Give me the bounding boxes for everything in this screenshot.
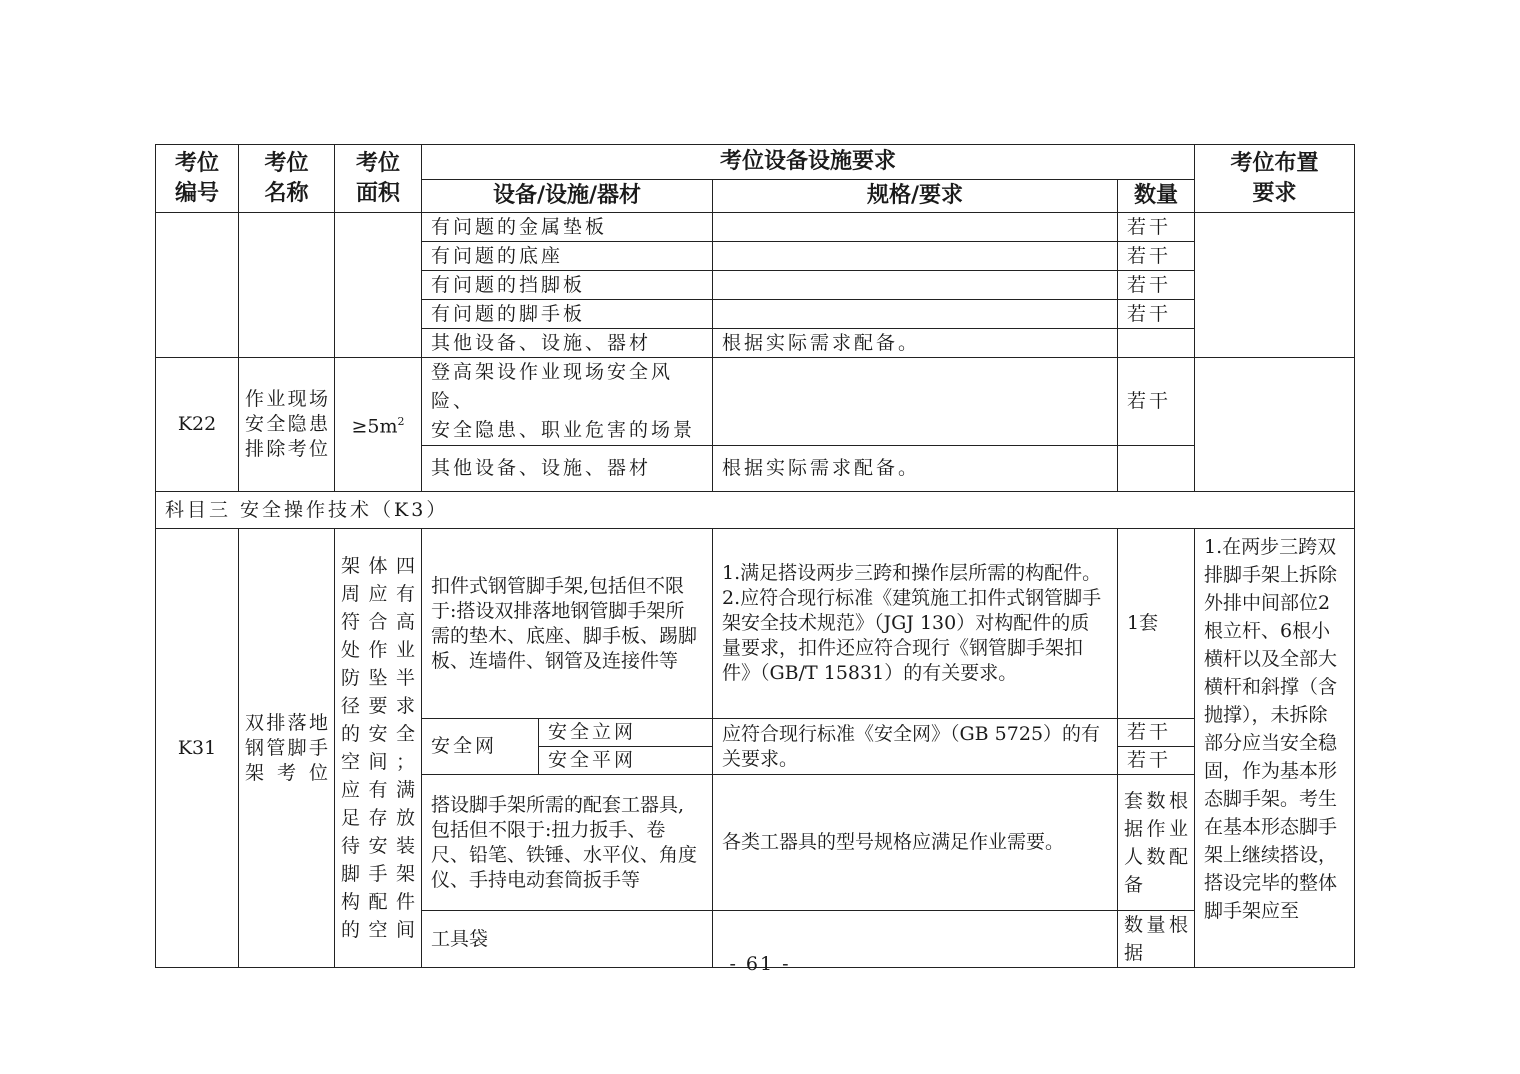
equipment-cell: 搭设脚手架所需的配套工器具,包括但不限于:扭力扳手、卷尺、铅笔、铁锤、水平仪、角度仪、手持电动套筒扳手等 [422, 775, 713, 911]
section-title: 科目三 安全操作技术（K3） [156, 492, 1355, 529]
quantity-cell [1118, 446, 1195, 492]
quantity-cell: 若干 [1118, 271, 1195, 300]
quantity-cell: 套数根据作业人数配备 [1118, 775, 1195, 911]
quantity-cell [1118, 329, 1195, 358]
k31-layout: 1.在两步三跨双排脚手架上拆除外排中间部位2根立杆、6根小横杆以及全部大横杆和斜撑（含抛撑），未拆除部分应当安全稳固，作为基本形态脚手架。考生在基本形态脚手架上继续搭设，搭设完毕的整体脚手架应至 [1195, 529, 1355, 968]
cont-area-cell [335, 213, 422, 358]
k31-id: K31 [156, 529, 239, 968]
k22-id: K22 [156, 358, 239, 492]
spec-cell: 根据实际需求配备。 [713, 446, 1118, 492]
quantity-cell: 若干 [1118, 242, 1195, 271]
spec-cell [713, 300, 1118, 329]
spec-cell [713, 358, 1118, 446]
quantity-cell: 若干 [1118, 358, 1195, 446]
equipment-cell: 工具袋 [422, 911, 713, 968]
k22-area-sup: 2 [397, 415, 405, 429]
header-layout: 考位布置 要求 [1195, 145, 1355, 213]
net-label: 安全网 [422, 719, 539, 775]
spec-cell: 1.满足搭设两步三跨和操作层所需的构配件。 2.应符合现行标准《建筑施工扣件式钢管脚手架安全技术规范》（JGJ 130）对构配件的质量要求，扣件还应符合现行《钢管脚手架扣件》（GB/T 15831）的有关要求。 [713, 529, 1118, 719]
spec-cell: 根据实际需求配备。 [713, 329, 1118, 358]
spec-cell: 应符合现行标准《安全网》（GB 5725）的有关要求。 [713, 719, 1118, 775]
header-equipment: 设备/设施/器材 [422, 180, 713, 213]
header-spec: 规格/要求 [713, 180, 1118, 213]
k31-area: 架体四周应有符合高处作业防坠半径要求的安全空间；应有满足存放待安装脚手架构配件的空间 [335, 529, 422, 968]
equipment-cell: 其他设备、设施、器材 [422, 446, 713, 492]
quantity-cell: 若干 [1118, 300, 1195, 329]
k22-area [335, 358, 422, 492]
header-id: 考位 编号 [156, 145, 239, 213]
spec-cell [713, 242, 1118, 271]
spec-cell: 各类工器具的型号规格应满足作业需要。 [713, 775, 1118, 911]
quantity-cell: 数量根据 [1118, 911, 1195, 968]
quantity-cell: 若干 [1118, 747, 1195, 775]
cont-id-cell [156, 213, 239, 358]
spec-cell [713, 213, 1118, 242]
equipment-cell: 登高架设作业现场安全风险、 安全隐患、职业危害的场景 [422, 358, 713, 446]
equipment-cell: 扣件式钢管脚手架,包括但不限于:搭设双排落地钢管脚手架所需的垫木、底座、脚手板、踢脚板、连墙件、钢管及连接件等 [422, 529, 713, 719]
requirements-table [155, 144, 1355, 968]
net-sub-horizontal: 安全平网 [539, 747, 713, 775]
header-area: 考位 面积 [335, 145, 422, 213]
table-row [156, 213, 1355, 242]
table-row [156, 529, 1355, 719]
cont-layout-cell [1195, 213, 1355, 358]
cont-name-cell [239, 213, 335, 358]
k31-name: 双排落地钢管脚手架考位 [239, 529, 335, 968]
k22-area-value: ≥5m [351, 415, 398, 438]
header-name: 考位 名称 [239, 145, 335, 213]
quantity-cell: 若干 [1118, 213, 1195, 242]
equipment-cell: 有问题的脚手板 [422, 300, 713, 329]
k22-layout [1195, 358, 1355, 492]
k22-name: 作业现场安全隐患排除考位 [239, 358, 335, 492]
header-requirements: 考位设备设施要求 [422, 145, 1195, 180]
quantity-cell: 1套 [1118, 529, 1195, 719]
equipment-cell: 有问题的金属垫板 [422, 213, 713, 242]
page-number: - 61 - [729, 953, 791, 975]
equipment-cell: 其他设备、设施、器材 [422, 329, 713, 358]
equipment-cell: 有问题的挡脚板 [422, 271, 713, 300]
table-row [156, 492, 1355, 529]
table-row [156, 358, 1355, 446]
net-sub-vertical: 安全立网 [539, 719, 713, 747]
quantity-cell: 若干 [1118, 719, 1195, 747]
spec-cell [713, 271, 1118, 300]
header-quantity: 数量 [1118, 180, 1195, 213]
equipment-cell: 有问题的底座 [422, 242, 713, 271]
